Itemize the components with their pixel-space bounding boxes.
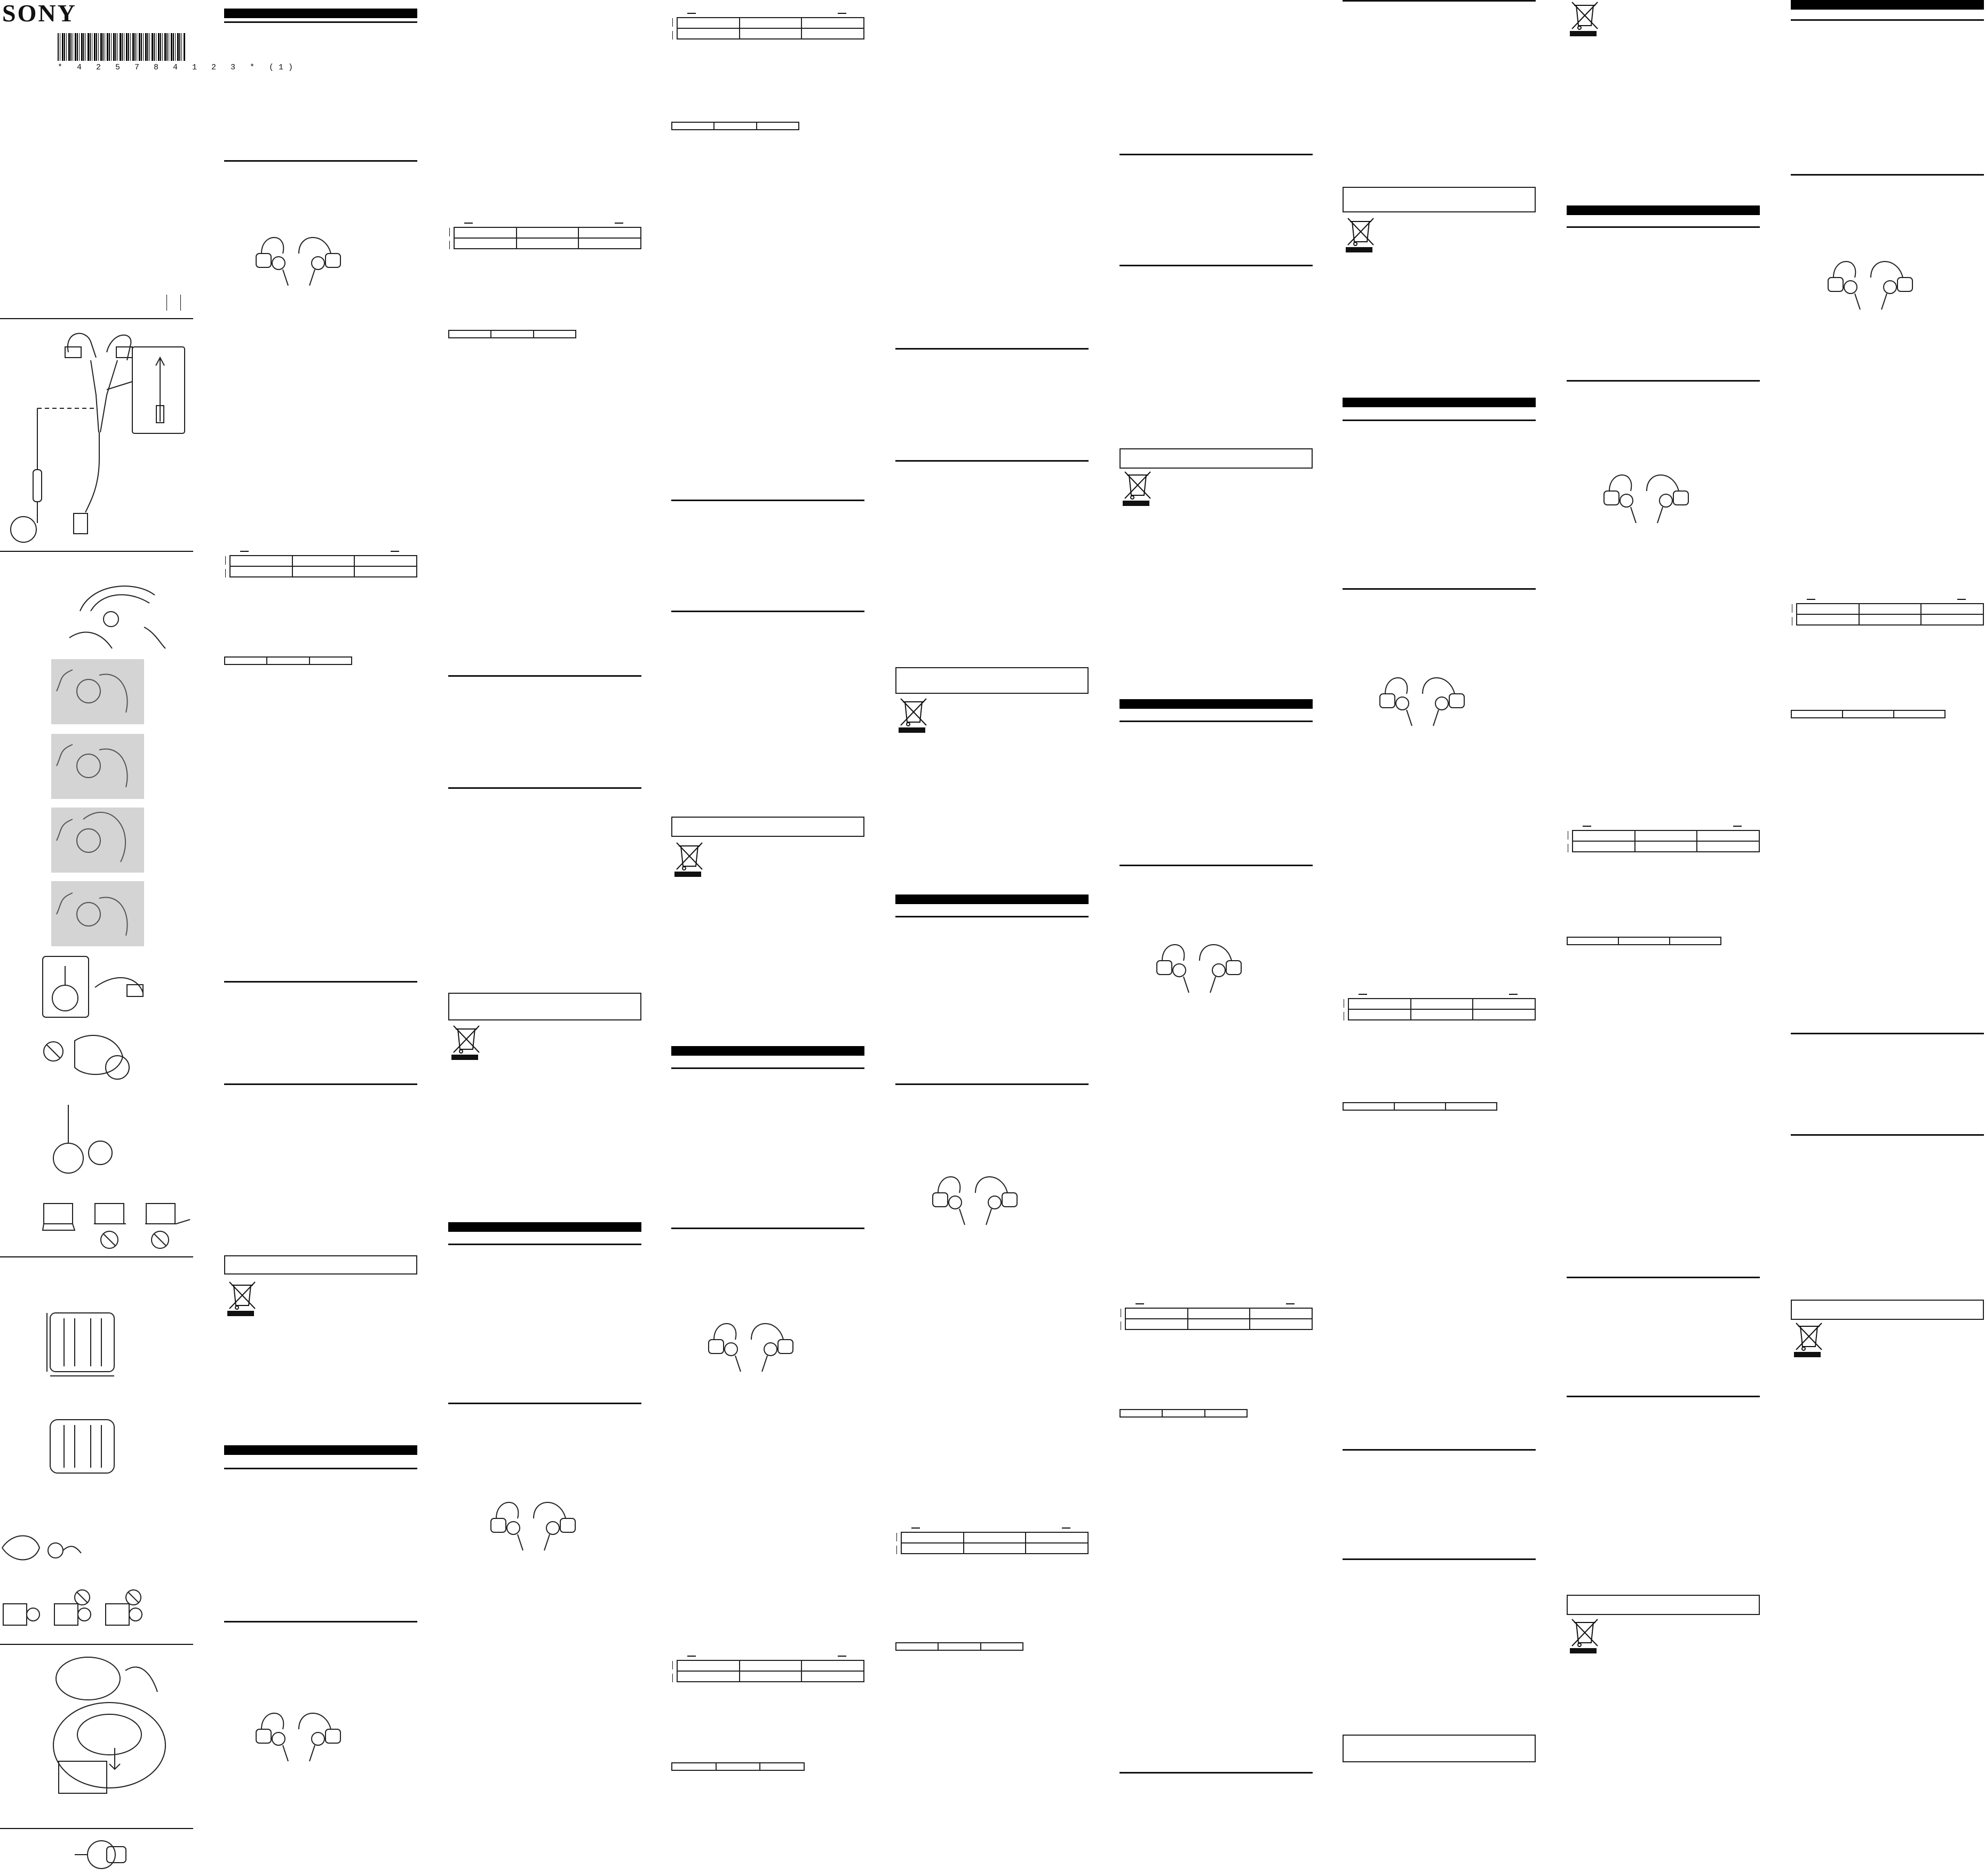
section-rule [1343,419,1536,421]
panel-divider [0,318,193,319]
section-rule [895,1083,1089,1085]
section-rule [1119,865,1313,866]
weee-bin-icon [1569,1617,1601,1655]
notice-box [895,667,1089,694]
wearing-illustration [69,579,165,648]
brand-logo: SONY [2,0,77,27]
mini-table [671,122,799,130]
section-rule [224,981,417,983]
panel-divider [0,1828,193,1829]
section-heading-bar [1791,0,1984,10]
section-heading-bar [224,1445,417,1455]
spec-table [901,1532,1089,1554]
section-rule [224,1083,417,1085]
earphones-illustration [251,1708,347,1761]
mini-table [1343,1102,1497,1111]
table-arrow-right [391,551,399,552]
mini-table [448,330,576,338]
spec-table [454,227,641,249]
section-rule [1567,1396,1760,1397]
table-arrow-down [449,241,450,249]
table-arrow-right [838,1656,846,1657]
earphones-illustration [927,1171,1023,1225]
notice-box [1567,1595,1760,1615]
section-rule [671,500,864,501]
spec-table [1125,1308,1313,1330]
section-rule [1567,1277,1760,1278]
notice-box [448,993,641,1020]
section-rule [224,1468,417,1469]
earbud-closeup [75,1836,128,1873]
table-arrow-right [615,223,623,224]
weee-bin-icon [450,1024,482,1061]
table-arrow-up [672,18,673,27]
table-arrow-left [240,551,249,552]
earbud-insert-diagram [2,1526,82,1574]
earbud-attach-diagram [42,955,148,1019]
section-rule [448,787,641,789]
section-rule [1567,380,1760,382]
section-rule [1119,721,1313,722]
section-rule [1343,1449,1536,1451]
mini-table [895,1642,1023,1651]
section-rule [224,21,417,23]
section-rule [1119,265,1313,266]
table-arrow-down [225,569,226,577]
table-arrow-left [1807,599,1815,600]
section-rule [895,916,1089,917]
earbud-remove-diagram [42,1099,116,1174]
earphones-illustration [703,1318,799,1372]
section-rule [1343,588,1536,590]
fold-marks [166,295,167,311]
section-rule [448,675,641,677]
table-arrow-right [838,13,846,14]
section-rule [1343,0,1536,2]
section-rule [448,1403,641,1404]
carrying-case-diagram [51,1655,163,1804]
section-heading-bar [224,9,417,18]
table-arrow-up [672,1661,673,1669]
table-arrow-left [1359,994,1367,995]
earbud-size-diagram [43,1308,128,1478]
spec-table [1796,603,1984,626]
table-arrow-left [1136,1303,1144,1304]
section-heading-bar [1119,699,1313,709]
section-rule [1791,1134,1984,1136]
earphones-illustration [1599,470,1695,523]
notice-box [224,1255,417,1275]
table-arrow-right [1957,599,1966,600]
spec-table [677,1660,864,1682]
table-arrow-up [225,556,226,565]
section-rule [1343,1558,1536,1560]
ear-outlines [51,659,144,947]
section-rule [895,460,1089,462]
notice-box [1343,187,1536,212]
earphones-illustration [1375,672,1471,726]
earphones-cable-diagram [5,320,187,544]
fold-mark [180,295,181,311]
section-heading-bar [1343,398,1536,407]
notice-box [671,817,864,837]
earphones-illustration [486,1497,582,1550]
table-arrow-right [1286,1303,1295,1304]
table-arrow-down [672,31,673,39]
mini-table [1119,1409,1248,1418]
weee-bin-icon [1345,216,1377,254]
table-arrow-right [1062,1527,1070,1529]
weee-bin-icon [1793,1321,1825,1358]
section-rule [448,1244,641,1245]
section-rule [671,1228,864,1229]
table-arrow-left [687,13,696,14]
table-arrow-left [1583,826,1591,827]
notice-box [1343,1735,1536,1762]
notice-box [1791,1300,1984,1320]
earbud-placement-comparison [2,1588,162,1630]
earphones-illustration [1152,939,1248,993]
spec-table [229,555,417,577]
section-heading-bar [1567,205,1760,215]
weee-bin-icon [226,1280,258,1317]
table-arrow-down [896,1546,897,1554]
section-rule [1119,1772,1313,1774]
table-arrow-down [672,1674,673,1682]
barcode-number: * 4 2 5 7 8 4 1 2 3 * (1) [58,63,298,72]
section-rule [1791,19,1984,21]
earbud-rotate-diagram [43,1025,133,1083]
section-rule [671,611,864,612]
earbud-fit-comparison [43,1198,192,1252]
section-heading-bar [671,1046,864,1056]
table-arrow-left [911,1527,920,1529]
earphones-illustration [1823,256,1919,310]
table-arrow-up [896,1533,897,1541]
section-rule [1119,154,1313,155]
table-arrow-up [449,228,450,236]
section-heading-bar [448,1222,641,1232]
panel-divider [0,1256,193,1257]
section-rule [224,1621,417,1622]
panel-divider [0,1644,193,1645]
table-arrow-right [1509,994,1518,995]
earphones-illustration [251,232,347,286]
table-arrow-left [464,223,473,224]
panel-divider [0,551,193,552]
mini-table [1791,710,1946,718]
spec-table [1572,830,1760,852]
section-rule [1791,1033,1984,1034]
section-heading-bar [895,895,1089,904]
barcode [58,33,186,61]
section-rule [895,348,1089,350]
section-rule [671,1067,864,1069]
weee-bin-icon [1569,0,1601,37]
spec-table [677,17,864,39]
mini-table [224,656,352,665]
weee-bin-icon [673,841,705,878]
section-rule [224,160,417,162]
section-rule [1567,226,1760,228]
notice-box [1119,448,1313,469]
mini-table [1567,937,1721,945]
weee-bin-icon [1122,470,1154,507]
mini-table [671,1762,805,1771]
weee-bin-icon [898,696,930,734]
table-arrow-right [1733,826,1742,827]
spec-table [1348,998,1536,1020]
table-arrow-left [687,1656,696,1657]
section-rule [1791,174,1984,176]
